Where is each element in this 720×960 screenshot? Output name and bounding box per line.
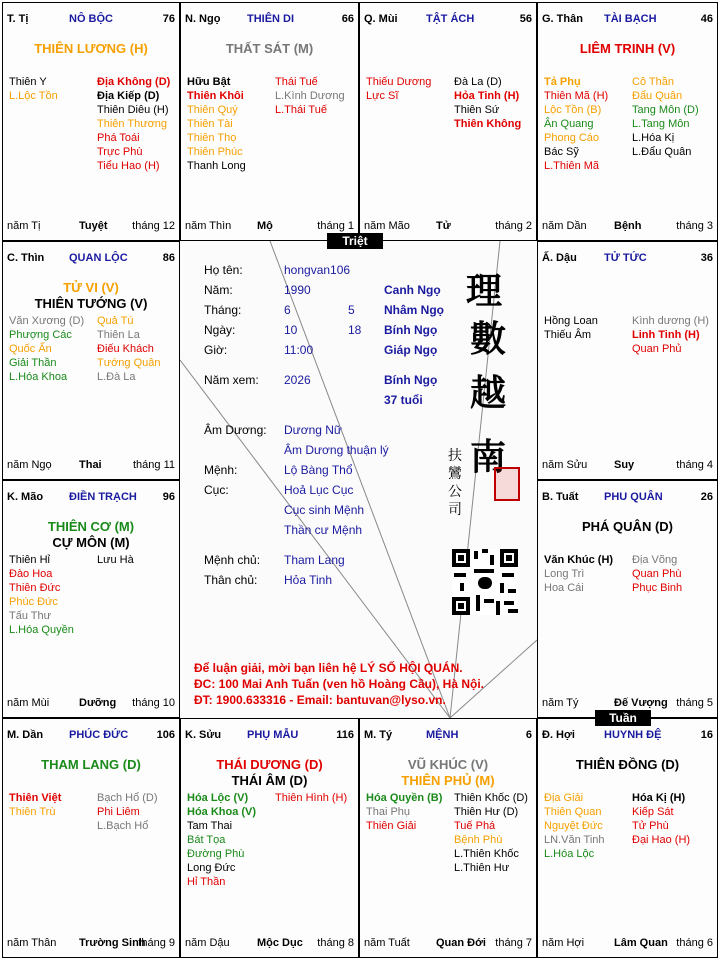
minor-star: L.Bạch Hổ <box>97 820 149 832</box>
value-am-duong-1: Dương Nữ <box>284 423 342 437</box>
minor-star: Nguyệt Đức <box>544 820 603 832</box>
palace-name: HUYNH ĐỆ <box>604 729 662 741</box>
label-menh-chu: Mệnh chủ: <box>204 553 261 567</box>
palace-number: 66 <box>341 13 354 25</box>
palace-month: tháng 5 <box>676 697 713 709</box>
palace-header <box>7 13 175 27</box>
minor-star: Ân Quang <box>544 118 594 130</box>
palace-year: năm Thìn <box>185 220 232 232</box>
palace-header <box>185 13 354 27</box>
palace-branch: B. Tuất <box>542 491 579 503</box>
palace-name: PHU QUÂN <box>604 491 663 503</box>
palace-footer <box>7 937 175 951</box>
palace-branch: K. Mão <box>7 491 44 503</box>
palace-header <box>185 729 354 743</box>
minor-stars-right <box>454 75 521 131</box>
major-star: PHÁ QUÂN (D) <box>582 519 673 534</box>
minor-stars-right <box>454 791 528 875</box>
red-seal-icon <box>494 467 520 501</box>
palace-stage: Dưỡng <box>79 697 117 709</box>
minor-star: L.Tang Môn <box>632 118 690 130</box>
palace-stage: Thai <box>79 459 102 471</box>
minor-star: Hỉ Thần <box>187 876 226 888</box>
label-nam-xem: Năm xem: <box>204 373 259 387</box>
minor-star: Thiếu Âm <box>544 329 592 341</box>
palace-header <box>7 729 175 743</box>
minor-star: Thiên Thương <box>97 118 168 130</box>
minor-star: L.Đà La <box>97 371 136 383</box>
minor-star: Quan Phù <box>632 568 682 580</box>
palace-footer <box>364 220 532 234</box>
palace-name: NÔ BỘC <box>69 13 113 25</box>
minor-star: Tướng Quân <box>97 357 161 369</box>
palace-cell <box>359 718 537 958</box>
minor-star: Đại Hao (H) <box>632 834 691 846</box>
minor-star: Tử Phù <box>632 820 669 832</box>
value-thang-can: Nhâm Ngọ <box>384 303 444 317</box>
palace-header <box>364 729 532 743</box>
minor-star: L.Hóa Kị <box>632 132 675 144</box>
minor-star: Long Đức <box>187 862 236 874</box>
minor-star: L.Lộc Tồn <box>9 90 58 102</box>
minor-star: Lưu Hà <box>97 554 134 566</box>
value-gio-can: Giáp Ngọ <box>384 343 438 357</box>
minor-star: Địa Kiếp (D) <box>97 90 160 102</box>
major-star: THIÊN PHỦ (M) <box>401 773 495 788</box>
palace-stage: Trường Sinh <box>79 937 146 949</box>
triet-tag: Triệt <box>327 233 383 249</box>
palace-footer <box>364 937 532 951</box>
palace-stage: Đế Vượng <box>614 697 668 709</box>
minor-star: Đà La (D) <box>454 76 502 88</box>
minor-star: Hữu Bật <box>187 76 231 88</box>
palace-year: năm Mùi <box>7 697 50 709</box>
palace-name: QUAN LỘC <box>69 252 128 264</box>
palace-number: 26 <box>700 491 713 503</box>
value-am-duong-2: Âm Dương thuận lý <box>284 443 389 457</box>
palace-branch: Đ. Hợi <box>542 729 575 741</box>
minor-star: Bệnh Phù <box>454 834 503 846</box>
palace-number: 36 <box>700 252 713 264</box>
palace-cell <box>359 2 537 241</box>
minor-stars-left <box>9 75 58 103</box>
center-info-panel <box>180 241 537 718</box>
minor-star: L.Thiên Mã <box>544 160 600 172</box>
value-menh-chu: Tham Lang <box>284 553 345 567</box>
minor-star: Thiên Phúc <box>187 146 243 158</box>
palace-cell <box>180 718 359 958</box>
value-gio: 11:00 <box>284 343 314 357</box>
value-cuc-2: Cục sinh Mệnh <box>284 503 365 517</box>
minor-star: Thanh Long <box>187 160 246 172</box>
value-cuc-1: Hoả Lục Cục <box>284 483 354 497</box>
minor-star: Tang Môn (D) <box>632 104 699 116</box>
palace-cell <box>2 718 180 958</box>
major-star: THIÊN CƠ (M) <box>47 519 135 534</box>
minor-star: Thiên La <box>97 329 140 341</box>
palace-number: 76 <box>162 13 175 25</box>
minor-star: Cô Thần <box>632 76 674 88</box>
minor-star: Đường Phù <box>187 848 245 860</box>
palace-year: năm Tị <box>7 220 41 232</box>
major-star: THIÊN LƯƠNG (H) <box>34 41 148 56</box>
value-ngay-a: 10 <box>284 323 298 337</box>
major-star: LIÊM TRINH (V) <box>579 41 676 56</box>
label-ngay: Ngày: <box>204 323 236 337</box>
palace-year: năm Sửu <box>542 459 588 471</box>
label-menh: Mệnh: <box>204 463 238 477</box>
value-nam-xem-can: Bính Ngọ <box>384 373 438 387</box>
minor-star: L.Thiên Khốc <box>454 848 519 860</box>
palace-month: tháng 9 <box>138 937 175 949</box>
minor-star: Đẩu Quân <box>632 90 683 102</box>
palace-cell <box>180 2 359 241</box>
minor-star: Phúc Đức <box>9 596 58 608</box>
minor-star: Tiểu Hao (H) <box>97 160 160 172</box>
minor-star: Tuế Phá <box>454 820 496 832</box>
palace-cell <box>2 480 180 718</box>
minor-stars-left <box>544 553 613 595</box>
palace-branch: Q. Mùi <box>364 13 398 25</box>
value-tuoi: 37 tuổi <box>384 393 423 407</box>
value-ngay-can: Bính Ngọ <box>384 323 438 337</box>
palace-number: 16 <box>700 729 713 741</box>
minor-star: Thiên Giải <box>366 820 417 832</box>
minor-star: Phi Liêm <box>97 806 140 818</box>
minor-star: Thiên Đức <box>9 582 61 594</box>
palace-stage: Mộ <box>257 220 273 232</box>
palace-stage: Tuyệt <box>79 220 108 232</box>
palace-name: MỆNH <box>426 729 459 741</box>
minor-star: Bác Sỹ <box>544 146 579 158</box>
palace-month: tháng 8 <box>317 937 354 949</box>
minor-star: Thiên Mã (H) <box>544 90 609 102</box>
minor-star: Thai Phụ <box>366 806 411 818</box>
palace-stage: Quan Đới <box>436 937 486 949</box>
value-thang-a: 6 <box>284 303 291 317</box>
minor-star: LN.Văn Tinh <box>544 834 605 846</box>
minor-star: Thiên Thọ <box>187 132 237 144</box>
palace-branch: Ấ. Dậu <box>542 252 577 264</box>
major-star: THIÊN TƯỚNG (V) <box>34 296 148 311</box>
minor-stars-left <box>544 75 608 173</box>
palace-stage: Lâm Quan <box>614 937 668 949</box>
palace-name: TỬ TỨC <box>604 252 647 264</box>
palace-month: tháng 2 <box>495 220 532 232</box>
minor-stars-right <box>632 75 699 159</box>
major-star: THÁI ÂM (D) <box>231 773 308 788</box>
palace-year: năm Dậu <box>185 937 230 949</box>
palace-footer <box>7 459 175 473</box>
minor-star: Phượng Các <box>9 329 72 341</box>
minor-star: Thiên Hư (D) <box>454 806 519 818</box>
value-nam-xem: 2026 <box>284 373 311 387</box>
palace-cell <box>2 2 180 241</box>
minor-star: Thái Tuế <box>275 76 318 88</box>
minor-star: Hỏa Tinh (H) <box>454 90 520 102</box>
palace-number: 46 <box>700 13 713 25</box>
minor-star: Thiên Trù <box>9 806 56 818</box>
minor-star: Thiên Hình (H) <box>275 792 348 804</box>
label-cuc: Cục: <box>204 483 229 497</box>
value-than-chu: Hỏa Tinh <box>284 573 333 587</box>
minor-star: Thiên Sứ <box>454 104 500 116</box>
minor-star: L.Hóa Lộc <box>544 848 595 860</box>
value-ngay-b: 18 <box>348 323 362 337</box>
palace-cell <box>2 241 180 480</box>
palace-number: 86 <box>162 252 175 264</box>
palace-month: tháng 6 <box>676 937 713 949</box>
palace-name: ĐIỀN TRẠCH <box>69 491 137 503</box>
minor-star: Thiên Khôi <box>187 90 244 102</box>
qr-code-icon <box>452 549 518 615</box>
minor-star: Bạch Hổ (D) <box>97 792 158 804</box>
palace-name: TẬT ÁCH <box>426 13 475 25</box>
palace-footer <box>542 937 713 951</box>
palace-name: TÀI BẠCH <box>604 13 657 25</box>
tuan-tag: Tuần <box>595 710 651 726</box>
palace-name: PHÚC ĐỨC <box>69 729 129 741</box>
palace-footer <box>542 459 713 473</box>
minor-stars-left <box>9 314 84 384</box>
minor-star: Hoa Cái <box>544 582 584 594</box>
palace-year: năm Tý <box>542 697 579 709</box>
minor-stars-right <box>275 791 347 805</box>
logo-char-4: 南 <box>470 436 507 478</box>
palace-header <box>542 252 713 266</box>
major-star: THẤT SÁT (M) <box>225 41 314 56</box>
minor-stars-left <box>544 314 598 342</box>
logo-char-1: 理 <box>466 270 503 312</box>
minor-stars-left <box>366 791 442 833</box>
minor-star: Trực Phù <box>97 146 143 158</box>
minor-stars-left <box>9 791 61 819</box>
minor-star: Phá Toái <box>97 132 140 144</box>
label-gio: Giờ: <box>204 343 228 357</box>
palace-month: tháng 12 <box>132 220 175 232</box>
minor-star: Thiên Hỉ <box>9 554 50 566</box>
palace-stage: Mộc Dục <box>257 937 303 949</box>
major-star: VŨ KHÚC (V) <box>407 757 489 772</box>
palace-name: PHỤ MẪU <box>247 729 299 741</box>
minor-stars-left <box>187 791 256 889</box>
logo-char-3: 越 <box>470 372 507 414</box>
palace-header <box>542 491 713 505</box>
minor-star: Hóa Khoa (V) <box>187 806 257 818</box>
palace-month: tháng 10 <box>132 697 175 709</box>
palace-year: năm Mão <box>364 220 410 232</box>
palace-branch: M. Tý <box>364 729 393 741</box>
minor-star: Tam Thai <box>187 820 233 832</box>
minor-star: Long Trì <box>544 568 585 580</box>
label-nam: Năm: <box>204 283 233 297</box>
palace-branch: M. Dần <box>7 729 44 741</box>
palace-branch: C. Thìn <box>7 252 45 264</box>
minor-star: Thiên Tài <box>187 118 233 130</box>
palace-month: tháng 1 <box>317 220 354 232</box>
minor-star: Văn Xương (D) <box>9 315 85 327</box>
palace-footer <box>542 697 713 711</box>
major-star: TỬ VI (V) <box>63 280 119 295</box>
minor-star: Lực Sĩ <box>366 90 399 102</box>
minor-star: Lộc Tồn (B) <box>544 104 602 116</box>
minor-star: Thiên Việt <box>9 792 62 804</box>
minor-star: Đào Hoa <box>9 568 53 580</box>
minor-star: L.Thái Tuế <box>275 104 327 116</box>
minor-stars-right <box>275 75 345 117</box>
palace-month: tháng 11 <box>132 459 175 471</box>
palace-year: năm Dần <box>542 220 587 232</box>
palace-stage: Bệnh <box>614 220 642 232</box>
minor-stars-right <box>632 791 690 847</box>
major-star: THAM LANG (D) <box>41 757 141 772</box>
minor-star: Kiếp Sát <box>632 806 674 818</box>
palace-cell <box>537 2 718 241</box>
minor-stars-right <box>97 314 161 384</box>
palace-month: tháng 4 <box>676 459 713 471</box>
minor-star: Phong Cáo <box>544 132 600 144</box>
palace-header <box>542 13 713 27</box>
minor-star: Văn Khúc (H) <box>544 554 614 566</box>
label-ho-ten: Họ tên: <box>204 263 243 277</box>
palace-number: 116 <box>336 729 354 741</box>
palace-footer <box>7 220 175 234</box>
palace-number: 96 <box>162 491 175 503</box>
minor-star: Hóa Kị (H) <box>632 792 686 804</box>
minor-star: Phục Binh <box>632 582 683 594</box>
minor-star: L.Kình Dương <box>275 90 345 102</box>
minor-stars-right <box>97 553 134 567</box>
minor-star: Tấu Thư <box>9 610 52 622</box>
value-menh: Lộ Bàng Thổ <box>284 463 353 477</box>
palace-year: năm Tuất <box>364 937 410 949</box>
minor-stars-left <box>366 75 431 103</box>
contact-line-3: ĐT: 1900.633316 - Email: bantuvan@lyso.vn. <box>194 693 446 707</box>
minor-star: Thiên Y <box>9 76 47 88</box>
minor-star: Hóa Quyền (B) <box>366 792 443 804</box>
minor-star: Hóa Lộc (V) <box>187 792 249 804</box>
palace-footer <box>7 697 175 711</box>
minor-star: Quả Tú <box>97 315 134 327</box>
palace-header <box>542 729 713 743</box>
label-thang: Tháng: <box>204 303 242 317</box>
minor-star: Quan Phủ <box>632 343 682 355</box>
minor-stars-right <box>97 791 158 833</box>
minor-stars-left <box>187 75 246 173</box>
palace-branch: G. Thân <box>542 13 583 25</box>
minor-stars-left <box>544 791 605 861</box>
value-ho-ten: hongvan106 <box>284 263 351 277</box>
minor-stars-left <box>9 553 74 637</box>
palace-number: 56 <box>519 13 532 25</box>
palace-branch: T. Tị <box>7 13 29 25</box>
minor-star: Thiên Không <box>454 118 522 130</box>
value-cuc-3: Thần cư Mệnh <box>284 523 363 537</box>
minor-star: L.Thiên Hư <box>454 862 510 874</box>
label-than-chu: Thân chủ: <box>204 573 258 587</box>
palace-year: năm Hợi <box>542 937 585 949</box>
minor-stars-right <box>632 314 709 356</box>
minor-star: L.Đẩu Quân <box>632 146 692 158</box>
palace-number: 6 <box>525 729 532 741</box>
minor-star: Điếu Khách <box>97 343 154 355</box>
palace-cell <box>537 480 718 718</box>
palace-cell <box>537 241 718 480</box>
minor-star: L.Hóa Quyền <box>9 624 74 636</box>
major-star: THÁI DƯƠNG (D) <box>216 757 323 772</box>
minor-star: Địa Không (D) <box>97 76 171 88</box>
palace-footer <box>185 220 354 234</box>
minor-star: Thiên Quý <box>187 104 238 116</box>
minor-star: Linh Tinh (H) <box>632 329 700 341</box>
palace-name: THIÊN DI <box>247 13 295 25</box>
palace-header <box>7 491 175 505</box>
major-star: CỰ MÔN (M) <box>52 535 130 550</box>
minor-star: Thiếu Dương <box>366 76 432 88</box>
palace-footer <box>542 220 713 234</box>
logo-char-2: 數 <box>470 318 507 360</box>
value-nam: 1990 <box>284 283 311 297</box>
minor-star: Thiên Quan <box>544 806 602 818</box>
palace-month: tháng 7 <box>495 937 532 949</box>
palace-header <box>7 252 175 266</box>
palace-branch: N. Ngọ <box>185 13 221 25</box>
major-star: THIÊN ĐỒNG (D) <box>575 757 680 772</box>
palace-header <box>364 13 532 27</box>
palace-stage: Tử <box>436 220 451 232</box>
minor-star: Tả Phụ <box>544 76 581 88</box>
minor-star: Quốc Ấn <box>9 343 52 355</box>
minor-star: Hồng Loan <box>544 315 598 327</box>
minor-star: Giải Thần <box>9 357 57 369</box>
value-thang-b: 5 <box>348 303 355 317</box>
minor-star: Bát Tọa <box>187 834 226 846</box>
palace-footer <box>185 937 354 951</box>
minor-star: Thiên Khốc (D) <box>454 792 528 804</box>
contact-line-1: Để luận giải, mời bạn liên hệ LÝ SỐ HỘI QUÁN. <box>194 661 463 675</box>
minor-star: L.Hóa Khoa <box>9 371 68 383</box>
palace-number: 106 <box>156 729 175 741</box>
minor-star: Thiên Diêu (H) <box>97 104 169 116</box>
palace-month: tháng 3 <box>676 220 713 232</box>
minor-star: Kình dương (H) <box>632 315 709 327</box>
contact-line-2: ĐC: 100 Mai Anh Tuấn (ven hồ Hoàng Cầu), Hà Nội. <box>194 677 485 691</box>
value-nam-can: Canh Ngọ <box>384 283 441 297</box>
palace-year: năm Thân <box>7 937 57 949</box>
palace-stage: Suy <box>614 459 635 471</box>
palace-year: năm Ngọ <box>7 459 52 471</box>
palace-cell <box>537 718 718 958</box>
label-am-duong: Âm Dương: <box>204 423 267 437</box>
minor-stars-right <box>632 553 682 595</box>
minor-stars-right <box>97 75 170 173</box>
minor-star: Địa Võng <box>632 554 678 566</box>
minor-star: Địa Giải <box>544 792 584 804</box>
logo-subtitle: 扶鸞公司 <box>448 448 462 518</box>
palace-branch: K. Sửu <box>185 729 222 741</box>
